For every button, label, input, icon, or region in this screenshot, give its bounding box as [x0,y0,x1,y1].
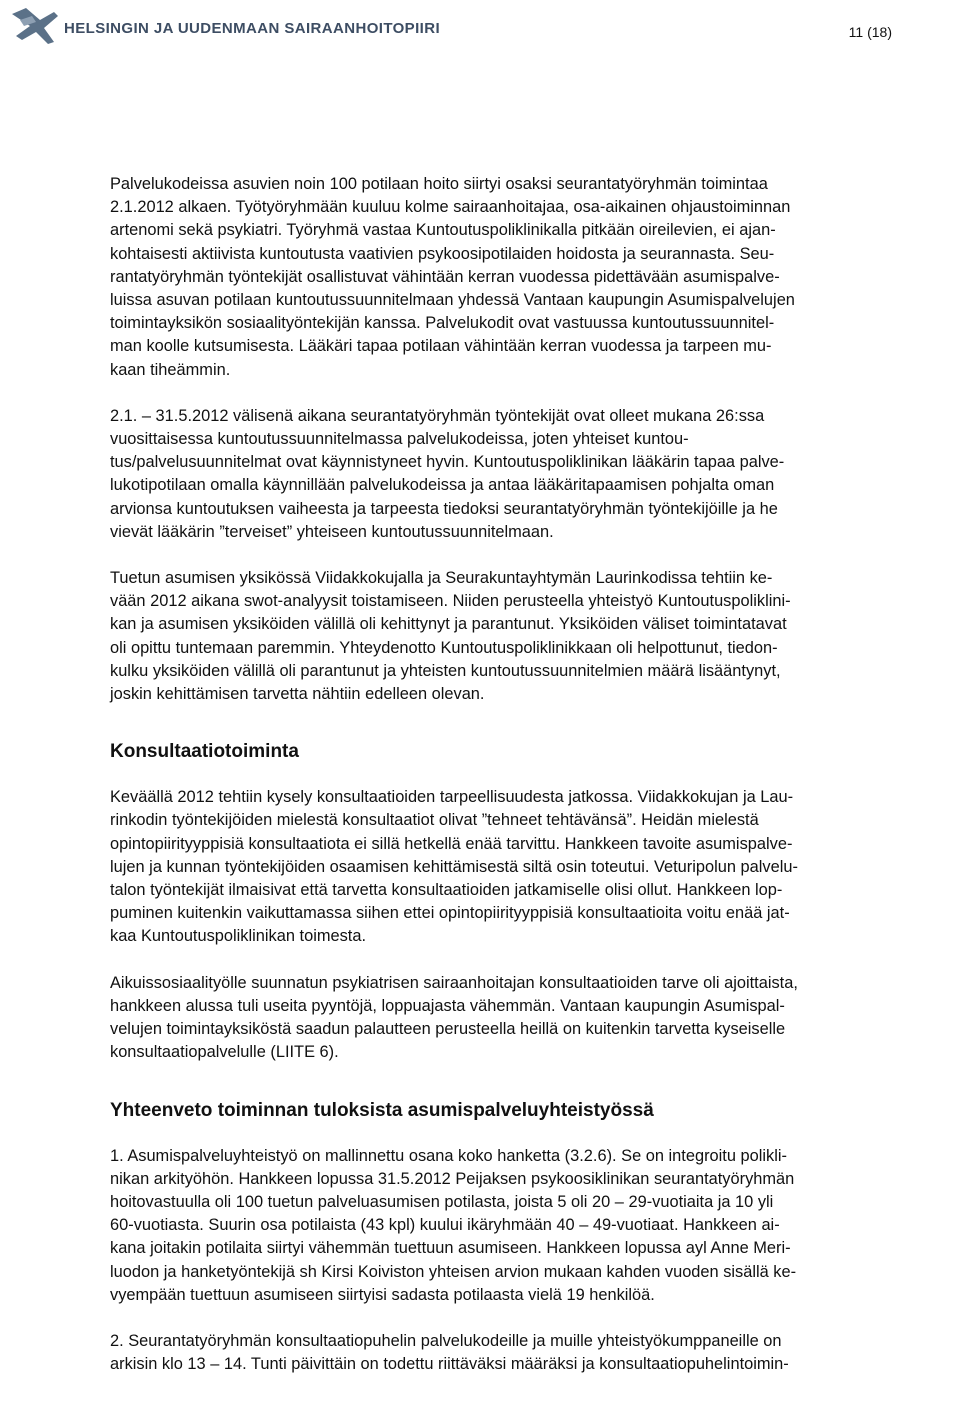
text-line: artenomi sekä psykiatri. Työryhmä vastaa Kuntoutuspoliklinikalla pitkään oireilevien, ei ajan- [110,221,776,240]
heading-konsultaatiotoiminta: Konsultaatiotoiminta [110,741,299,763]
text-line: talon työntekijät ilmaisivat että tarvetta konsultaatioiden jatkamiselle olisi ollut. Hankkeen lop- [110,881,783,900]
paragraph [110,405,956,544]
text-line: rinkodin työntekijöiden mielestä konsultaatiot olivat ”tehneet tehtävänsä”. Heidän mielestä [110,811,759,830]
text-line: toimintayksikön sosiaalityöntekijän kanssa. Palvelukodit ovat vastuussa kuntoutussuunnitel- [110,314,775,333]
text-line: oli opittu tuntemaan paremmin. Yhteydenotto Kuntoutuspoliklinikkaan oli helpottunut, tiedon- [110,638,778,657]
text-line: vuosittaisessa kuntoutussuunnitelmassa palvelukodeissa, joten yhteiset kuntou- [110,430,689,449]
section-intro [110,173,956,706]
text-line: Aikuissosiaalityölle suunnatun psykiatrisen sairaanhoitajan konsultaatioiden tarve oli ajoittaista, [110,973,798,992]
paragraph [110,567,956,706]
text-line: Palvelukodeissa asuvien noin 100 potilaan hoito siirtyi osaksi seurantatyöryhmän toimintaa [110,175,768,193]
text-line: rantatyöryhmän työntekijät osallistuvat vähintään kerran vuodessa pidettävään asumispalve- [110,267,780,286]
text-line: man koolle kutsumisesta. Lääkäri tapaa potilaan vähintään kerran vuodessa ja tarpeen mu- [110,337,772,356]
text-line: arkisin klo 13 – 14. Tunti päivittäin on todettu riittäväksi määräksi ja konsultaatiopuhelintoimin- [110,1355,789,1374]
text-line: arvionsa kuntoutuksen vaiheesta ja tarpeesta tiedoksi seurantatyöryhmän työntekijöille ja he [110,499,778,518]
text-line: vievät lääkärin ”terveiset” yhteiseen kuntoutussuunnitelmaan. [110,522,554,541]
text-line: joskin kehittämisen tarvetta nähtiin edelleen olevan. [110,685,485,704]
text-line: puminen kuitenkin vaikuttamassa siihen ettei opintopiirityyppisiä konsultaatioita voitu enää jat- [110,904,790,923]
paragraph [110,972,956,1065]
text-line: kana joitakin potilaita siirtyi vähemmän tuettuun asumiseen. Hankkeen lopussa ayl Anne Meri- [110,1239,791,1258]
text-line: kulku yksiköiden välillä oli parantunut ja yhteisten kuntoutussuunnitelmien määrä lisääntynyt, [110,661,781,680]
text-line: Tuetun asumisen yksikössä Viidakkokujalla ja Seurakuntayhtymän Laurinkodissa tehtiin ke- [110,569,773,588]
text-line: nikan arkityöhön. Hankkeen lopussa 31.5.2012 Peijaksen psykoosiklinikan seurantatyöryhmän [110,1169,795,1188]
text-line: luodon ja hanketyöntekijä sh Kirsi Koiviston yhteisen arvion mukaan kahden vuoden sisällä ke- [110,1262,797,1281]
paragraph [110,173,956,382]
text-line: hankkeen alussa tuli useita pyyntöjä, loppuajasta vähemmän. Vantaan kaupungin Asumispal- [110,996,785,1015]
text-line: vyempään tuettuun asumiseen siirtyisi sadasta potilaasta vielä 19 henkilöä. [110,1285,655,1304]
text-line: konsultaatiopalvelulle (LIITE 6). [110,1043,339,1062]
text-line: vään 2012 aikana swot-analyysit toistamiseen. Niiden perusteella yhteistyö Kuntoutuspoliklini- [110,592,791,611]
text-line: kaa Kuntoutuspoliklinikan toimesta. [110,927,367,946]
text-line: opintopiirityyppisiä konsultaatiota ei sillä hetkellä enää tarvittu. Hankkeen tavoite asumispalve- [110,834,793,853]
page-header [0,0,960,60]
text-line: 2. Seurantatyöryhmän konsultaatiopuhelin palvelukodeille ja muille yhteistyökumppaneille on [110,1331,782,1350]
text-line: lujen ja kunnan työntekijöiden osaamisen kehittämisestä siltä osin toteutui. Veturipolun palvelu- [110,857,798,876]
text-line: 2.1.2012 alkaen. Työtyöryhmään kuuluu kolme sairaanhoitajaa, osa-aikainen ohjaustoiminnan [110,198,791,217]
text-line: 2.1. – 31.5.2012 välisenä aikana seurantatyöryhmän työntekijät ovat olleet mukana 26:ssa [110,406,765,425]
heading-yhteenveto: Yhteenveto toiminnan tuloksista asumispalveluyhteistyössä [110,1099,654,1121]
text-line: 60-vuotiasta. Suurin osa potilaista (43 kpl) kuului ikäryhmään 40 – 49-vuotiaat. Hankkeen ai- [110,1216,780,1235]
hus-logo-icon [10,6,60,46]
text-line: tus/palvelusuunnitelmat ovat käynnistyneet hyvin. Kuntoutuspoliklinikan lääkärin tapaa palve- [110,453,785,472]
text-line: kohtaisesti aktiivista kuntoutusta vaativien psykoosipotilaiden hoidosta ja seurannasta. Seu- [110,244,775,263]
text-line: kaan tiheämmin. [110,360,231,379]
paragraph [110,1330,956,1376]
text-line: hoitovastuulla oli 100 tuetun palveluasumisen potilasta, joista 5 oli 20 – 29-vuotiaita ja 10 yli [110,1192,774,1211]
text-line: luissa asuvan potilaan kuntoutussuunnitelmaan yhdessä Vantaan kaupungin Asumispalvelujen [110,291,795,310]
text-line: 1. Asumispalveluyhteistyö on mallinnettu osana koko hanketta (3.2.6). Se on integroitu polikli- [110,1146,787,1165]
organization-name: HELSINGIN JA UUDENMAAN SAIRAANHOITOPIIRI [64,20,441,37]
text-line: Keväällä 2012 tehtiin kysely konsultaatioiden tarpeellisuudesta jatkossa. Viidakkokujan ja Lau- [110,788,794,807]
page-number: 11 (18) [848,24,892,40]
paragraph [110,1145,956,1307]
section-konsultaatiotoiminta [110,786,956,1064]
paragraph [110,786,956,948]
text-line: kan ja asumisen yksiköiden välillä oli kehittynyt ja parantunut. Yksiköiden väliset toimintatavat [110,615,787,634]
text-line: lukotipotilaan omalla käynnillään palvelukodeissa ja antaa lääkäritapaamisen pohjalta oman [110,476,775,495]
text-line: velujen toimintayksiköstä saadun palautteen perusteella heillä on kuitenkin tarvetta kyseiselle [110,1020,786,1039]
section-yhteenveto [110,1145,956,1377]
document-body [110,173,956,1376]
